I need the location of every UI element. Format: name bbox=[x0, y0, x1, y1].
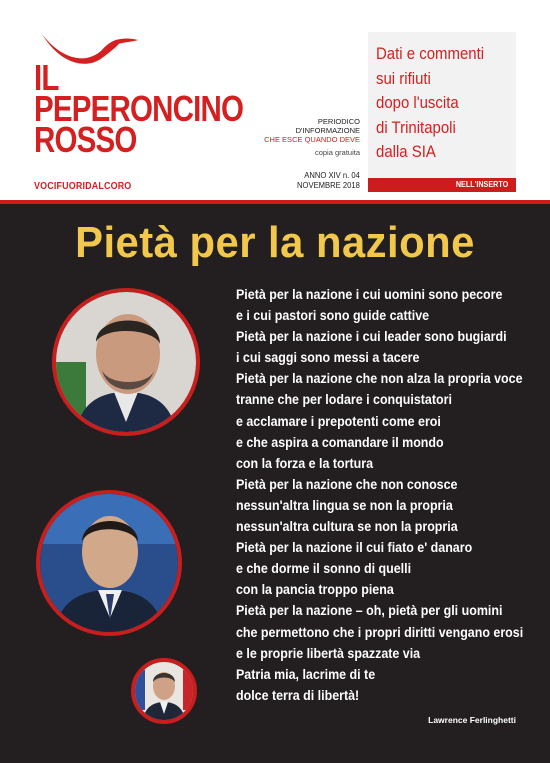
insert-line: dopo l'uscita bbox=[376, 93, 459, 112]
issue-info bbox=[297, 170, 360, 190]
portrait-1 bbox=[52, 288, 200, 436]
insert-tag-bar bbox=[368, 178, 516, 192]
poem-line: e acclamare i prepotenti come eroi bbox=[236, 413, 441, 429]
poem-line: Pietà per la nazione che non alza la propria voce bbox=[236, 371, 523, 387]
insert-tag: NELL'INSERTO bbox=[455, 180, 508, 189]
poem-line: e i cui pastori sono guide cattive bbox=[236, 308, 430, 324]
poem-line: Pietà per la nazione i cui uomini sono pecore bbox=[236, 287, 503, 302]
poem-line: tranne che per lodare i conquistatori bbox=[236, 392, 452, 408]
masthead-title bbox=[34, 57, 244, 160]
poem-line: Pietà per la nazione il cui fiato e' danaro bbox=[236, 540, 473, 556]
poem-line: e che dorme il sonno di quelli bbox=[236, 561, 412, 577]
masthead-subtitle: VOCIFUORIDALCORO bbox=[34, 180, 132, 192]
poem-line: nessun'altra cultura se non la propria bbox=[236, 519, 458, 535]
insert-box[interactable] bbox=[368, 32, 516, 192]
insert-line: dalla SIA bbox=[376, 142, 436, 161]
poem-line: Pietà per la nazione che non conosce bbox=[236, 476, 458, 492]
poem-line: e che aspira a comandare il mondo bbox=[236, 434, 444, 450]
poem-line: che permettono che i propri diritti vengano erosi bbox=[236, 624, 524, 640]
poem-line: con la pancia troppo piena bbox=[236, 582, 394, 598]
meta-line: CHE ESCE QUANDO DEVE bbox=[264, 135, 360, 144]
masthead-line: IL bbox=[34, 57, 59, 98]
insert-line: di Trinitapoli bbox=[376, 117, 456, 137]
meta-line: copia gratuita bbox=[314, 148, 360, 157]
issue-number: ANNO XIV n. 04 bbox=[304, 170, 360, 180]
poem-line: Patria mia, lacrime di te bbox=[236, 666, 376, 682]
meta-line: D'INFORMAZIONE bbox=[295, 126, 360, 135]
portrait-3 bbox=[131, 658, 197, 724]
poem-line: nessun'altra lingua se non la propria bbox=[236, 497, 453, 513]
main-section bbox=[0, 204, 550, 763]
masthead-line: PEPERONCINO bbox=[34, 88, 244, 129]
poem-text bbox=[236, 284, 523, 706]
poem-line: Pietà per la nazione i cui leader sono bugiardi bbox=[236, 329, 507, 345]
poem-line: Pietà per la nazione – oh, pietà per gli uomini bbox=[236, 603, 503, 619]
headline: Pietà per la nazione bbox=[75, 218, 475, 267]
insert-text bbox=[376, 42, 484, 165]
poem-author: Lawrence Ferlinghetti bbox=[428, 715, 516, 725]
poem-line: e le proprie libertà spazzate via bbox=[236, 645, 421, 661]
portrait-2 bbox=[36, 490, 182, 636]
masthead-line: ROSSO bbox=[34, 119, 137, 160]
meta-line: PERIODICO bbox=[317, 117, 360, 126]
poem-line: con la forza e la tortura bbox=[236, 455, 374, 471]
issue-date: NOVEMBRE 2018 bbox=[297, 180, 360, 190]
poem-line: i cui saggi sono messi a tacere bbox=[236, 350, 420, 366]
insert-line: sui rifiuti bbox=[376, 68, 431, 88]
poem-line: dolce terra di libertà! bbox=[236, 687, 360, 703]
publication-info bbox=[264, 117, 360, 157]
insert-line: Dati e commenti bbox=[376, 44, 485, 63]
